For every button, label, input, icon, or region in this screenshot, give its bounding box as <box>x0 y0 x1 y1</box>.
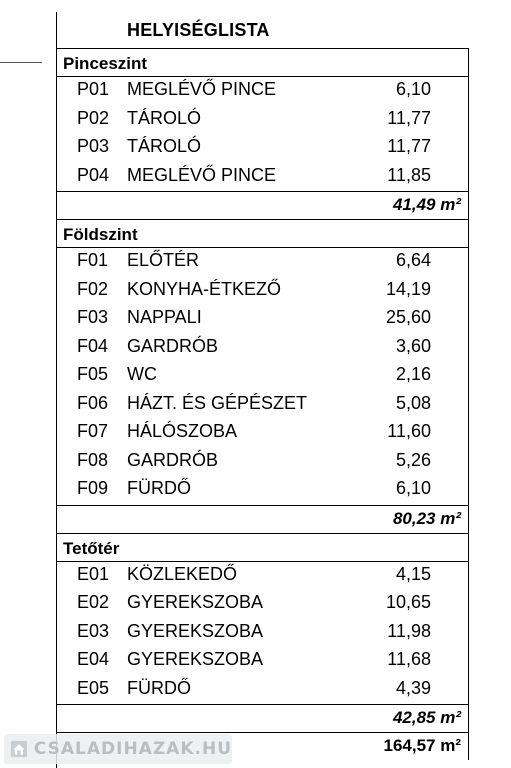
table-row <box>0 421 511 449</box>
watermark-text: CSALADIHAZAK.HU <box>33 739 232 759</box>
section-title: Pinceszint <box>63 54 148 73</box>
room-code: P01 <box>77 79 110 99</box>
table-row <box>0 108 511 136</box>
section-header-line <box>56 561 469 562</box>
table-row <box>0 564 511 592</box>
room-area: 6,10 <box>395 478 431 498</box>
room-name: GYEREKSZOBA <box>127 649 264 669</box>
room-name: KONYHA-ÉTKEZŐ <box>127 278 282 299</box>
room-code: P02 <box>77 107 110 128</box>
room-area: 14,19 <box>385 278 431 299</box>
room-area: 3,60 <box>395 335 431 356</box>
section-title: Földszint <box>63 225 138 244</box>
table-row <box>0 592 511 620</box>
page-title: HELYISÉGLISTA <box>127 20 270 40</box>
room-area: 11,77 <box>387 136 431 156</box>
room-area: 11,68 <box>387 649 431 669</box>
table-row <box>0 450 511 478</box>
section-header-line <box>56 247 469 248</box>
table-row <box>0 393 511 421</box>
room-code: F06 <box>77 392 109 413</box>
section-header-line <box>56 76 469 77</box>
room-name: FÜRDŐ <box>127 478 191 498</box>
room-code: F07 <box>77 421 109 441</box>
room-name: GARDRÓB <box>127 449 219 470</box>
room-name: WC <box>127 364 157 384</box>
room-area: 5,26 <box>395 449 431 470</box>
subtotal-line <box>56 191 469 192</box>
section-total: 41,49 m² <box>392 195 461 214</box>
room-area: 6,64 <box>395 250 431 270</box>
subtotal-line <box>56 505 469 506</box>
room-code: E03 <box>77 620 110 641</box>
section-end-line <box>56 219 469 220</box>
room-name: KÖZLEKEDŐ <box>127 563 238 584</box>
room-name: TÁROLÓ <box>127 136 202 156</box>
room-code: P03 <box>77 136 110 156</box>
room-area: 2,16 <box>395 364 431 384</box>
room-name: HÁZT. ÉS GÉPÉSZET <box>127 392 308 413</box>
watermark <box>4 734 232 764</box>
room-code: F04 <box>77 335 109 356</box>
table-row <box>0 136 511 164</box>
table-row <box>0 364 511 392</box>
table-row <box>0 336 511 364</box>
room-code: E02 <box>77 592 110 612</box>
table-row <box>0 649 511 677</box>
room-area: 5,08 <box>395 392 431 413</box>
room-code: F02 <box>77 278 109 299</box>
room-code: F05 <box>77 364 109 384</box>
section-total: 42,85 m² <box>392 708 461 727</box>
section-end-line <box>56 732 469 733</box>
room-code: E05 <box>77 677 110 698</box>
room-name: TÁROLÓ <box>127 107 202 128</box>
room-code: E01 <box>77 563 110 584</box>
room-area: 4,15 <box>395 563 431 584</box>
room-area: 11,60 <box>387 421 431 441</box>
room-name: ELŐTÉR <box>127 250 200 270</box>
room-name: GYEREKSZOBA <box>127 592 264 612</box>
room-area: 11,85 <box>387 164 431 185</box>
section-title: Tetőtér <box>63 538 120 558</box>
margin-line <box>0 62 42 63</box>
table-border <box>56 48 469 49</box>
room-name: GARDRÓB <box>127 335 219 356</box>
table-row <box>0 250 511 278</box>
table-row <box>0 279 511 307</box>
room-name: NAPPALI <box>127 307 202 327</box>
subtotal-line <box>56 704 469 705</box>
room-code: E04 <box>77 649 110 669</box>
table-row <box>0 165 511 193</box>
room-code: P04 <box>77 164 110 185</box>
table-row <box>0 621 511 649</box>
room-code: F08 <box>77 449 109 470</box>
room-area: 25,60 <box>385 307 431 327</box>
table-row <box>0 307 511 335</box>
room-area: 4,39 <box>395 677 431 698</box>
room-area: 6,10 <box>395 79 431 99</box>
table-row <box>0 478 511 506</box>
room-code: F03 <box>77 307 109 327</box>
section-total: 80,23 m² <box>392 508 461 528</box>
room-area: 10,65 <box>385 592 431 612</box>
room-name: FÜRDŐ <box>127 677 191 698</box>
room-name: HÁLÓSZOBA <box>127 421 238 441</box>
room-area: 11,98 <box>387 620 431 641</box>
room-name: MEGLÉVŐ PINCE <box>127 79 277 99</box>
table-row <box>0 678 511 706</box>
room-code: F01 <box>77 250 109 270</box>
room-code: F09 <box>77 478 109 498</box>
room-area: 11,77 <box>387 107 431 128</box>
section-end-line <box>56 533 469 534</box>
house-icon <box>10 738 28 760</box>
grand-total: 164,57 m² <box>383 736 461 755</box>
room-name: MEGLÉVŐ PINCE <box>127 164 277 185</box>
table-row <box>0 79 511 107</box>
room-name: GYEREKSZOBA <box>127 620 264 641</box>
